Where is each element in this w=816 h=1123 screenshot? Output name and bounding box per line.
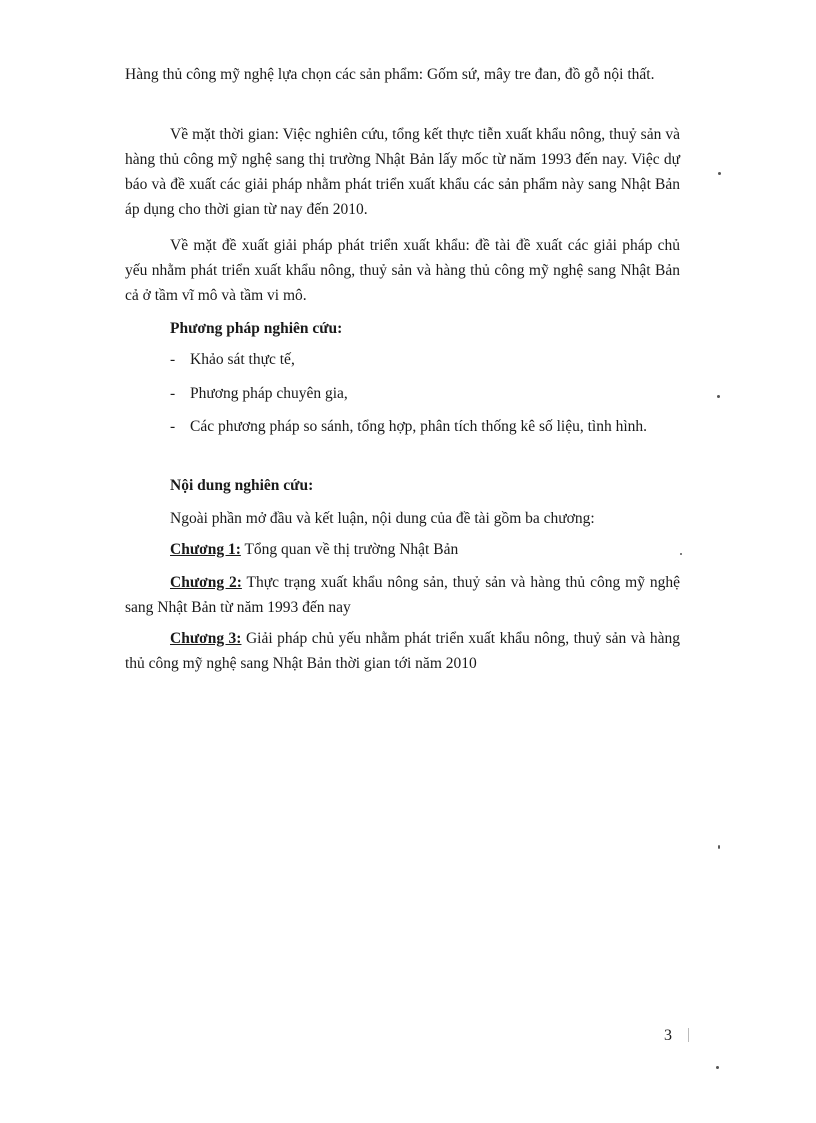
method-item <box>170 381 700 406</box>
chapter-1-title: Tổng quan về thị trường Nhật Bản <box>240 541 459 558</box>
chapter-1 <box>170 537 680 562</box>
chapter-2-title: Thực trạng xuất khẩu nông sản, thuỷ sản và hàng thủ công mỹ nghệ sang Nhật Bản từ năm 1993 đến nay <box>125 574 680 616</box>
scan-speck <box>717 395 720 398</box>
chapter-3 <box>125 626 680 676</box>
chapter-3-label: Chương 3: <box>170 630 242 647</box>
scan-speck <box>716 1066 719 1069</box>
page-number: 3 <box>664 1027 672 1044</box>
paragraph-solution-scope: Về mặt đề xuất giải pháp phát triển xuất khẩu: đề tài đề xuất các giải pháp chủ yếu nhằm phát triển xuất khẩu nông, thuỷ sản và hàng thủ công mỹ nghệ sang Nhật Bản cả ở tầm vĩ mô và tầm vi mô. <box>125 237 680 304</box>
bullet-dash: - <box>170 385 176 402</box>
chapter-2-label: Chương 2: <box>170 574 242 591</box>
methods-heading: Phương pháp nghiên cứu: <box>170 320 343 337</box>
bullet-dash: - <box>170 418 176 435</box>
method-item-text: Phương pháp chuyên gia, <box>190 385 348 402</box>
content-intro: Ngoài phần mở đầu và kết luận, nội dung của đề tài gồm ba chương: <box>170 510 595 527</box>
method-item <box>170 347 700 372</box>
chapter-2 <box>125 570 680 620</box>
scan-speck <box>688 1028 689 1042</box>
paragraph-products: Hàng thủ công mỹ nghệ lựa chọn các sản phẩm: Gốm sứ, mây tre đan, đồ gỗ nội thất. <box>125 66 655 83</box>
method-item-text: Các phương pháp so sánh, tổng hợp, phân tích thống kê số liệu, tình hình. <box>190 418 648 435</box>
method-item <box>170 414 700 439</box>
chapter-1-label: Chương 1: <box>170 541 241 558</box>
scan-speck <box>718 172 721 175</box>
scan-speck <box>718 845 720 849</box>
paragraph-time-scope: Về mặt thời gian: Việc nghiên cứu, tổng kết thực tiễn xuất khẩu nông, thuỷ sản và hàng thủ công mỹ nghệ sang thị trường Nhật Bản lấy mốc từ năm 1993 đến nay. Việc dự báo và đề xuất các giải pháp nhằm phát triển xuất khẩu các sản phẩm này sang Nhật Bản áp dụng cho thời gian từ nay đến 2010. <box>125 126 680 218</box>
scan-speck <box>680 553 682 555</box>
content-heading: Nội dung nghiên cứu: <box>170 477 314 494</box>
method-item-text: Khảo sát thực tế, <box>190 351 295 368</box>
chapter-3-title: Giải pháp chủ yếu nhằm phát triển xuất khẩu nông, thuỷ sản và hàng thủ công mỹ nghệ sang Nhật Bản thời gian tới năm 2010 <box>125 630 680 672</box>
bullet-dash: - <box>170 351 176 368</box>
